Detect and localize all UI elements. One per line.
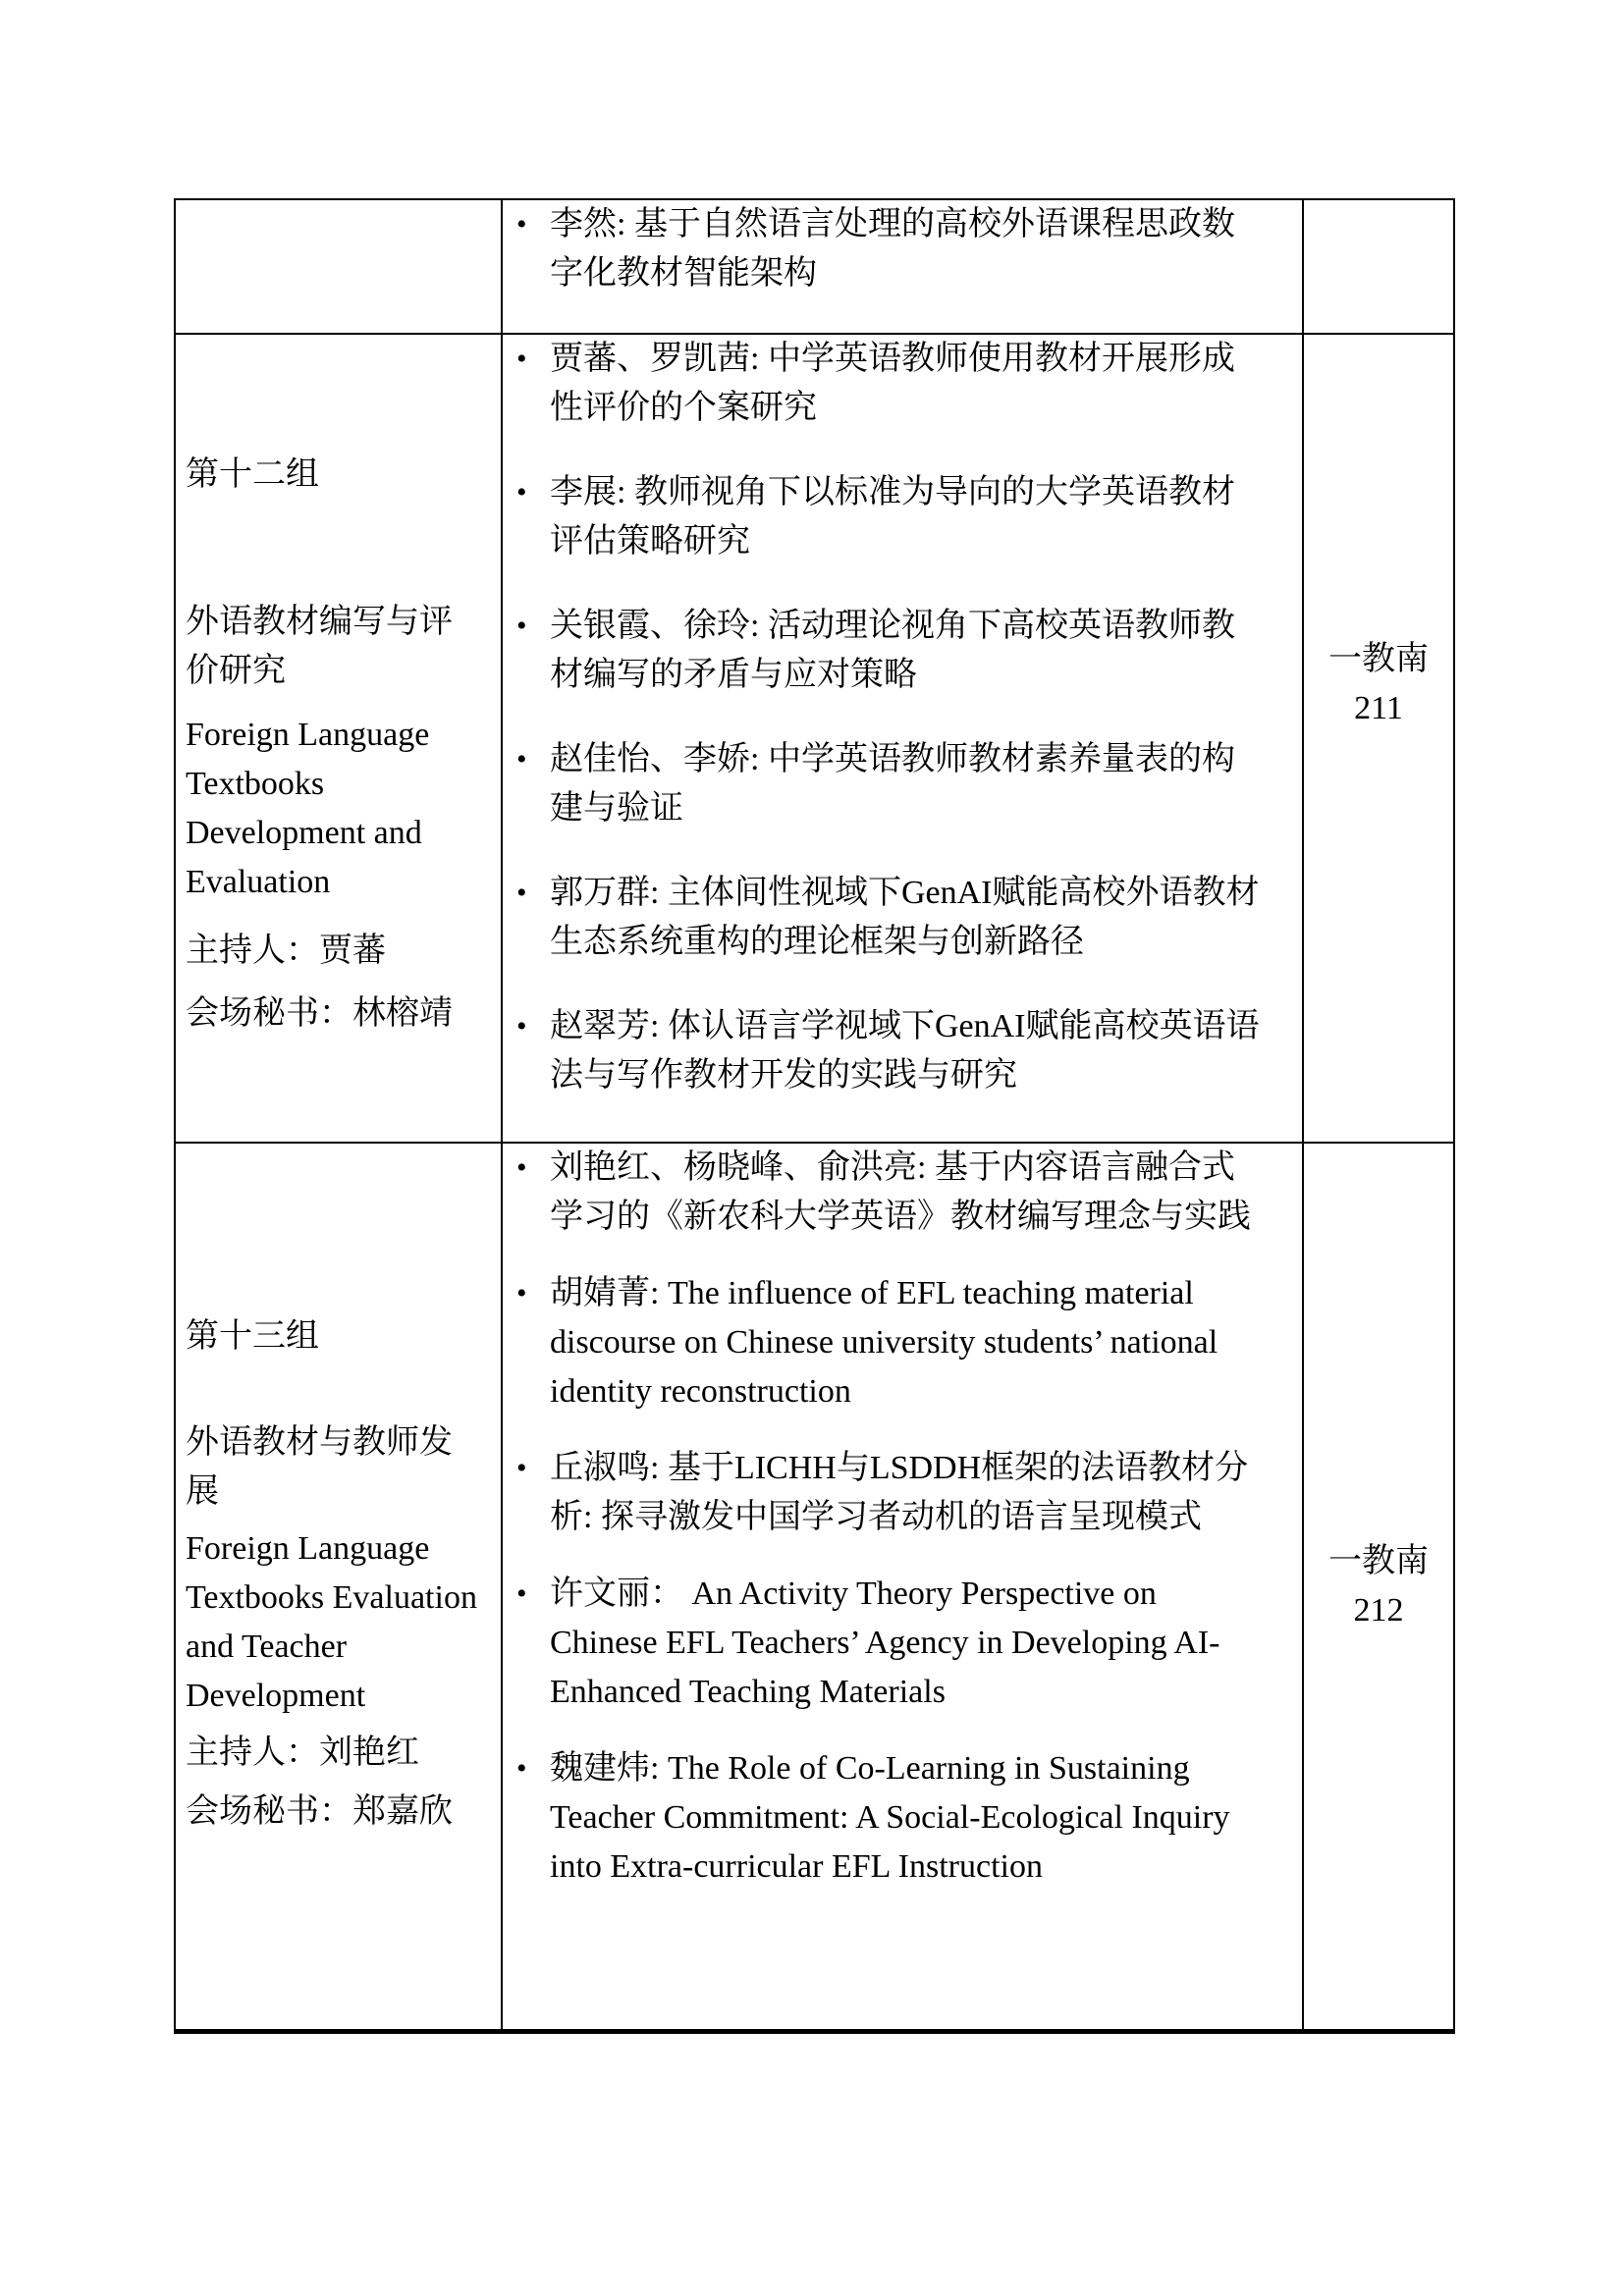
group-host: 主持人：贾蕃 bbox=[186, 933, 386, 969]
list-item bbox=[514, 1144, 1267, 1242]
list-item bbox=[514, 735, 1267, 833]
group-info-cell-continuation bbox=[176, 200, 503, 335]
room-cell-13 bbox=[1304, 1144, 1453, 2031]
bullet-icon: • bbox=[516, 1577, 527, 1610]
bullet-icon: • bbox=[516, 208, 527, 240]
presentations-cell-continuation bbox=[503, 200, 1304, 335]
presentation-list bbox=[514, 1144, 1267, 1892]
presentation-title: 郭万群: 主体间性视域下GenAI赋能高校外语教材生态系统重构的理论框架与创新路径 bbox=[550, 875, 1260, 960]
presentation-title: 贾蕃、罗凯茜: 中学英语教师使用教材开展形成性评价的个案研究 bbox=[550, 341, 1235, 426]
bullet-icon: • bbox=[516, 743, 527, 775]
list-item bbox=[514, 869, 1267, 967]
room-cell-continuation bbox=[1304, 200, 1453, 335]
group-secretary: 会场秘书：林榕靖 bbox=[186, 995, 453, 1032]
bullet-icon: • bbox=[516, 1277, 527, 1309]
group-number: 第十二组 bbox=[186, 456, 319, 493]
presentation-title: 刘艳红、杨晓峰、俞洪亮: 基于内容语言融合式学习的《新农科大学英语》教材编写理念与实践 bbox=[550, 1149, 1251, 1235]
list-item bbox=[514, 602, 1267, 700]
group-number: 第十三组 bbox=[186, 1318, 319, 1355]
presentation-title: 关银霞、徐玲: 活动理论视角下高校英语教师教材编写的矛盾与应对策略 bbox=[550, 608, 1235, 693]
room-building: 一教南 bbox=[1328, 641, 1429, 677]
room-number: 211 bbox=[1354, 690, 1403, 726]
room-number: 212 bbox=[1353, 1592, 1404, 1629]
bullet-icon: • bbox=[516, 610, 527, 642]
list-item bbox=[514, 468, 1267, 566]
list-item bbox=[514, 1269, 1267, 1416]
presentation-title: 胡婧菁: The influence of EFL teaching material discourse on Chinese university students’ national identity reconstruction bbox=[550, 1275, 1218, 1410]
presentation-title: 李展: 教师视角下以标准为导向的大学英语教材评估策略研究 bbox=[550, 474, 1235, 560]
group-topic-zh: 外语教材与教师发展 bbox=[186, 1424, 453, 1510]
list-item bbox=[514, 1744, 1267, 1892]
room-cell-12 bbox=[1304, 335, 1453, 1144]
presentations-cell-13 bbox=[503, 1144, 1304, 2031]
group-topic-zh: 外语教材编写与评价研究 bbox=[186, 604, 453, 689]
bullet-icon: • bbox=[516, 343, 527, 375]
room-location bbox=[1328, 635, 1429, 733]
group-topic-en: Foreign Language Textbooks Evaluation and Teacher Development bbox=[186, 1530, 477, 1714]
session-schedule-table bbox=[174, 198, 1455, 2034]
presentation-list bbox=[514, 335, 1267, 1100]
list-item bbox=[514, 1002, 1267, 1100]
presentation-title: 丘淑鸣: 基于LICHH与LSDDH框架的法语教材分析: 探寻激发中国学习者动机的语言呈现模式 bbox=[550, 1450, 1249, 1535]
list-item bbox=[514, 335, 1267, 433]
list-item bbox=[514, 1444, 1267, 1542]
bullet-icon: • bbox=[516, 1010, 527, 1042]
list-item bbox=[514, 200, 1267, 298]
bullet-icon: • bbox=[516, 1752, 527, 1785]
group-info-cell-13 bbox=[176, 1144, 503, 2031]
group-host: 主持人：刘艳红 bbox=[186, 1735, 419, 1771]
presentation-title: 许文丽： An Activity Theory Perspective on Chinese EFL Teachers’ Agency in Developing AI-Enhanced Teaching Materials bbox=[550, 1575, 1220, 1710]
group-secretary: 会场秘书：郑嘉欣 bbox=[186, 1793, 453, 1830]
presentation-title: 李然: 基于自然语言处理的高校外语课程思政数字化教材智能架构 bbox=[550, 206, 1235, 292]
bullet-icon: • bbox=[516, 877, 527, 909]
room-building: 一教南 bbox=[1328, 1543, 1429, 1579]
bullet-icon: • bbox=[516, 1151, 527, 1184]
presentation-title: 赵翠芳: 体认语言学视域下GenAI赋能高校英语语法与写作教材开发的实践与研究 bbox=[550, 1008, 1260, 1094]
group-topic-en: Foreign Language Textbooks Development and Evaluation bbox=[186, 717, 430, 900]
presentation-title: 魏建炜: The Role of Co-Learning in Sustaining Teacher Commitment: A Social-Ecological Inquiry into Extra-curricular EFL Instruction bbox=[550, 1750, 1230, 1885]
presentation-list bbox=[514, 200, 1267, 298]
bullet-icon: • bbox=[516, 476, 527, 508]
presentation-title: 赵佳怡、李娇: 中学英语教师教材素养量表的构建与验证 bbox=[550, 741, 1235, 827]
group-info-cell-12 bbox=[176, 335, 503, 1144]
list-item bbox=[514, 1570, 1267, 1717]
room-location bbox=[1328, 1537, 1429, 1635]
bullet-icon: • bbox=[516, 1452, 527, 1484]
presentations-cell-12 bbox=[503, 335, 1304, 1144]
